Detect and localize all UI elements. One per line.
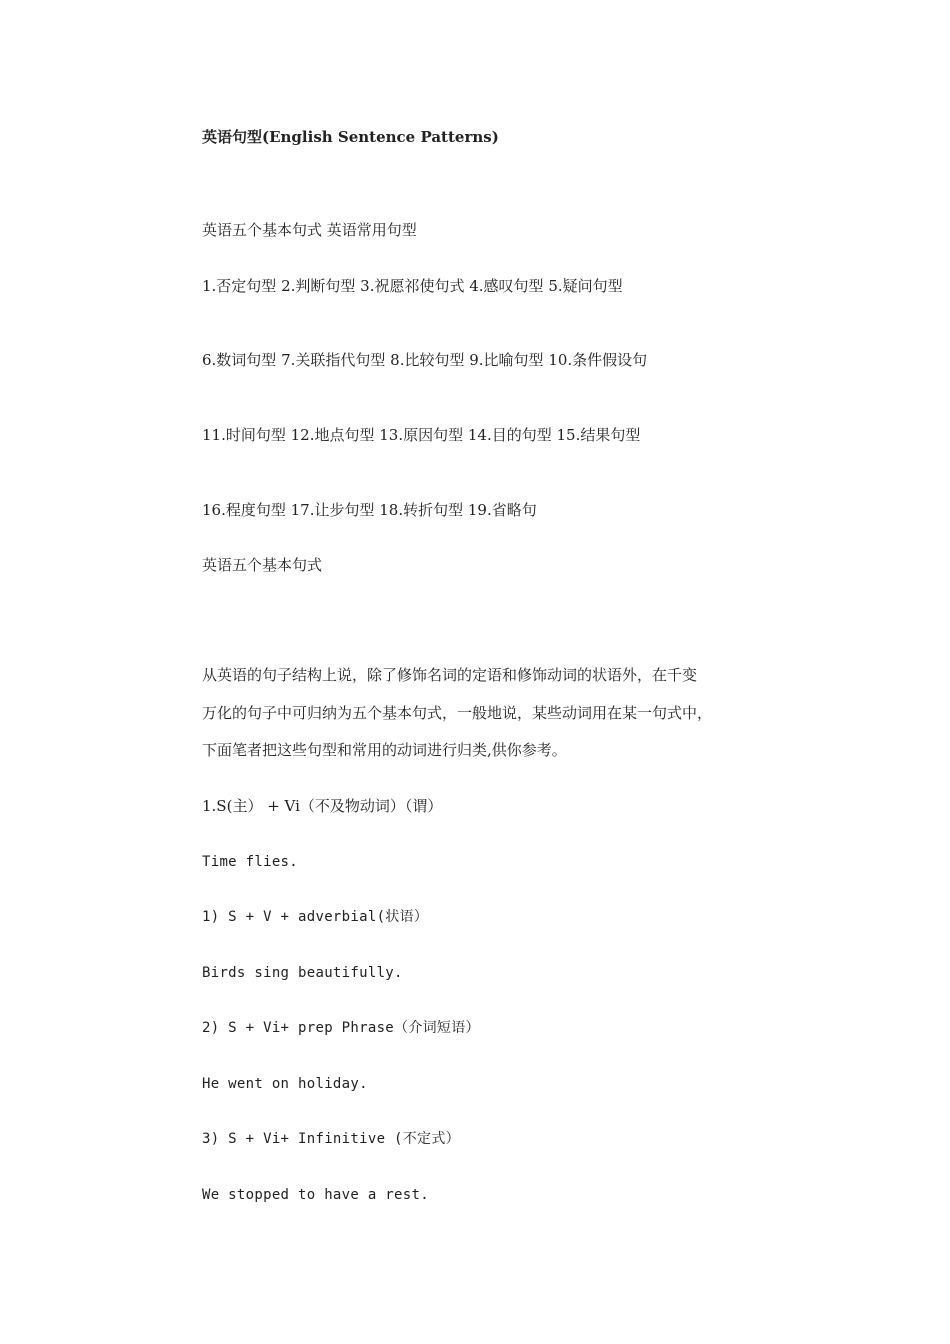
sub-pattern-label: 1) S + V + adverbial(状语） — [202, 909, 429, 925]
intro-paragraph-line: 下面笔者把这些句型和常用的动词进行归类,供你参考。 — [202, 741, 567, 759]
pattern-list-line: 11.时间句型 12.地点句型 13.原因句型 14.目的句型 15.结果句型 — [202, 426, 641, 444]
pattern-list-line: 16.程度句型 17.让步句型 18.转折句型 19.省略句 — [202, 501, 537, 519]
example-sentence: We stopped to have a rest. — [202, 1187, 429, 1203]
sub-pattern-label: 3) S + Vi+ Infinitive (不定式） — [202, 1131, 460, 1147]
intro-paragraph-line: 从英语的句子结构上说，除了修饰名词的定语和修饰动词的状语外，在千变 — [202, 666, 698, 684]
intro-paragraph-line: 万化的句子中可归纳为五个基本句式，一般地说，某些动词用在某一句式中， — [202, 704, 713, 722]
document-title: 英语句型(English Sentence Patterns) — [202, 128, 499, 146]
example-sentence: Time flies. — [202, 854, 299, 870]
pattern-list-line: 1.否定句型 2.判断句型 3.祝愿祁使句式 4.感叹句型 5.疑问句型 — [202, 277, 623, 295]
sub-pattern-label: 2) S + Vi+ prep Phrase（介词短语） — [202, 1020, 480, 1036]
pattern-heading: 1.S(主） + Vi（不及物动词）（谓） — [202, 797, 443, 815]
pattern-list-line: 6.数词句型 7.关联指代句型 8.比较句型 9.比喻句型 10.条件假设句 — [202, 351, 648, 369]
example-sentence: He went on holiday. — [202, 1076, 368, 1092]
example-sentence: Birds sing beautifully. — [202, 965, 403, 981]
section-heading: 英语五个基本句式 — [202, 556, 323, 574]
document-subtitle: 英语五个基本句式 英语常用句型 — [202, 221, 417, 239]
